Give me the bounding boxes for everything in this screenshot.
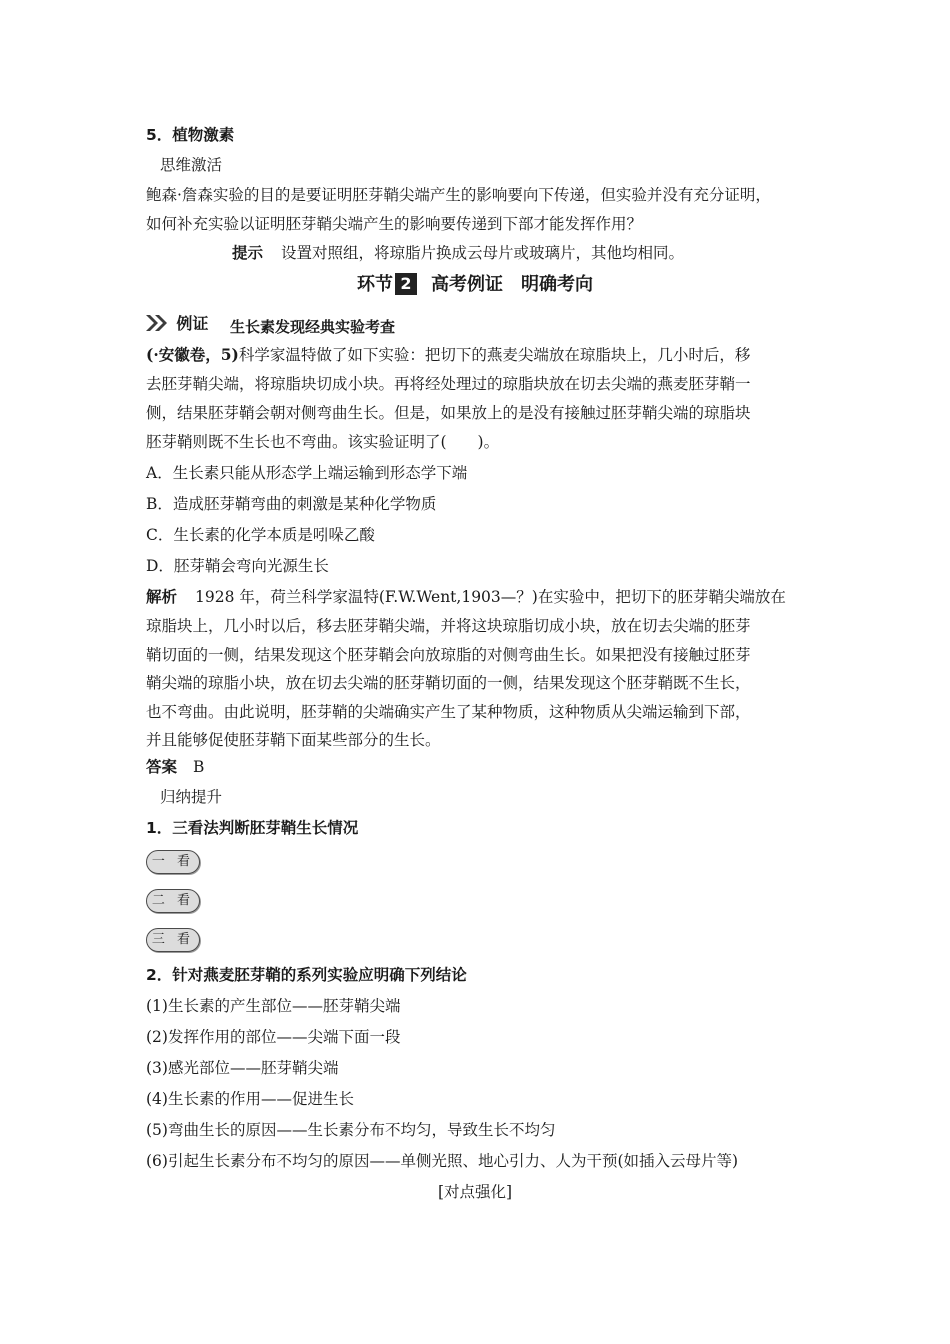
option-d: D．胚芽鞘会弯向光源生长: [146, 557, 329, 575]
example-stem-line: [146, 344, 750, 366]
example-source: (·安徽卷，5): [146, 345, 239, 364]
summary-label: 归纳提升: [160, 788, 223, 806]
hint-text: 设置对照组，将琼脂片换成云母片或玻璃片，其他均相同。: [281, 244, 685, 262]
conclusion-item: (6)引起生长素分布不均匀的原因——单侧光照、地心引力、人为干预(如插入云母片等): [146, 1152, 739, 1170]
analysis-text: 1928 年，荷兰科学家温特(F.W.Went,1903—？)在实验中，把切下的胚芽鞘尖端放在: [195, 588, 786, 606]
summary-heading-2: 2．针对燕麦胚芽鞘的系列实验应明确下列结论: [146, 966, 467, 984]
analysis-line: 鞘尖端的琼脂小块，放在切去尖端的胚芽鞘切面的一侧，结果发现这个胚芽鞘既不生长，: [146, 674, 751, 692]
section-title: 高考例证 明确考向: [431, 274, 593, 295]
option-a: A．生长素只能从形态学上端运输到形态学下端: [146, 464, 468, 482]
section-heading-plant-hormones: 5．植物激素: [146, 126, 235, 144]
hint-line: [232, 242, 684, 264]
footer-reinforcement-label: [对点强化]: [437, 1183, 513, 1201]
pill-second-look: 二 看: [146, 889, 200, 913]
conclusion-item: (2)发挥作用的部位——尖端下面一段: [146, 1028, 401, 1046]
summary-heading-1: 1．三看法判断胚芽鞘生长情况: [146, 819, 359, 837]
option-b: B．造成胚芽鞘弯曲的刺激是某种化学物质: [146, 495, 437, 513]
subsection-label: 思维激活: [160, 156, 223, 174]
analysis-line: [146, 586, 786, 608]
answer-value: B: [193, 758, 205, 776]
analysis-line: 并且能够促使胚芽鞘下面某些部分的生长。: [146, 731, 441, 749]
double-chevron-icon: [145, 314, 169, 332]
option-c: C．生长素的化学本质是吲哚乙酸: [146, 526, 375, 544]
section-header: [0, 271, 950, 299]
example-stem-text: 科学家温特做了如下实验：把切下的燕麦尖端放在琼脂块上，几小时后，移: [238, 346, 751, 364]
example-stem-line: 侧，结果胚芽鞘会朝对侧弯曲生长。但是，如果放上的是没有接触过胚芽鞘尖端的琼脂块: [146, 404, 751, 422]
conclusion-item: (1)生长素的产生部位——胚芽鞘尖端: [146, 997, 401, 1015]
question-text-line: 鲍森·詹森实验的目的是要证明胚芽鞘尖端产生的影响要向下传递，但实验并没有充分证明，: [146, 186, 771, 204]
answer-line: [146, 756, 204, 778]
conclusion-item: (5)弯曲生长的原因——生长素分布不均匀，导致生长不均匀: [146, 1121, 556, 1139]
hint-label: 提示: [232, 244, 264, 262]
analysis-line: 鞘切面的一侧，结果发现这个胚芽鞘会向放琼脂的对侧弯曲生长。如果把没有接触过胚芽: [146, 646, 751, 664]
question-text-line: 如何补充实验以证明胚芽鞘尖端产生的影响要传递到下部才能发挥作用？: [146, 215, 643, 233]
section-number-badge: 2: [395, 273, 417, 295]
example-stem-line: 去胚芽鞘尖端，将琼脂块切成小块。再将经处理过的琼脂块放在切去尖端的燕麦胚芽鞘一: [146, 375, 751, 393]
pill-third-look: 三 看: [146, 928, 200, 952]
analysis-label: 解析: [146, 588, 178, 606]
analysis-line: 也不弯曲。由此说明，胚芽鞘的尖端确实产生了某种物质，这种物质从尖端运输到下部，: [146, 703, 751, 721]
example-label: 例证: [176, 314, 209, 333]
example-stem-line: 胚芽鞘则既不生长也不弯曲。该实验证明了( )。: [146, 433, 500, 451]
section-prefix: 环节: [357, 274, 393, 295]
answer-label: 答案: [146, 758, 178, 776]
example-tag: [145, 311, 208, 335]
conclusion-item: (4)生长素的作用——促进生长: [146, 1090, 354, 1108]
pill-first-look: 一 看: [146, 850, 200, 874]
conclusion-item: (3)感光部位——胚芽鞘尖端: [146, 1059, 339, 1077]
example-title: 生长素发现经典实验考查: [230, 318, 396, 336]
analysis-line: 琼脂块上，几小时以后，移去胚芽鞘尖端，并将这块琼脂切成小块，放在切去尖端的胚芽: [146, 617, 751, 635]
